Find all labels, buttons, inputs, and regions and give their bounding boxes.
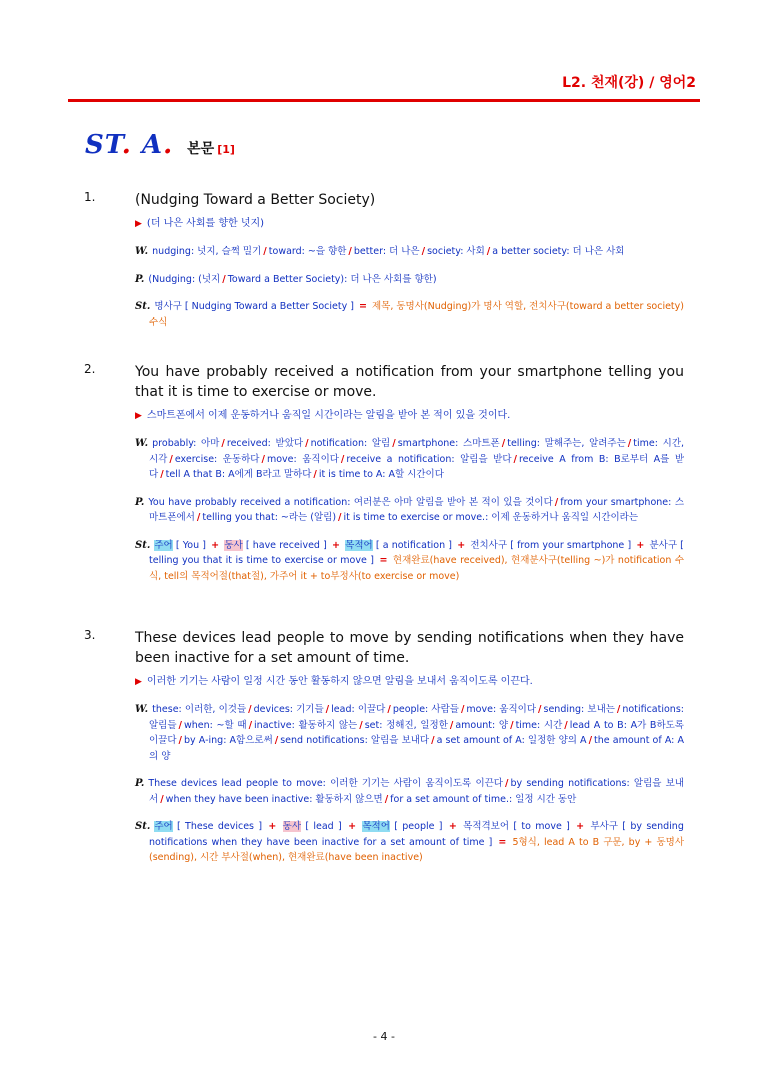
structure-notes: St. 주어 [ You ] + 동사 [ have received ] + 목적어 [ a notification ] + 전치사구 [ from your smartphone ] + 분사구 [ telling you that it is time to exercise or move ] = 현재완료(have received), 현재분사구(telling ~)가 notification 수식, tell의 목적어절(that절), 가주어 it + to부정사(to exercise or move)	[135, 539, 684, 582]
publisher: 천재(강)	[590, 75, 645, 91]
lesson-code: L2.	[562, 75, 587, 91]
triangle-icon: ▶	[135, 411, 142, 421]
phrase-mark: P.	[135, 778, 145, 789]
phrase-mark: P.	[135, 273, 145, 285]
korean-translation: ▶ (더 나은 사회를 향한 넛지)	[135, 218, 265, 229]
item-number: 1.	[84, 190, 96, 204]
triangle-icon: ▶	[135, 219, 142, 229]
passage-item-3	[84, 628, 684, 866]
korean-translation: ▶ 이러한 기기는 사람이 일정 시간 동안 활동하지 않으면 알림을 보내서 움직이도록 이끈다.	[135, 676, 533, 687]
item-number: 3.	[84, 628, 96, 642]
passage-item-2	[84, 362, 684, 584]
phrase-notes: P. You have probably received a notification: 여러분은 아마 알림을 받아 본 적이 있을 것이다 / from your smartphone: 스마트폰에서 / telling you that: ~라는 (알림) / it is time to exercise or move.: 이제 운동하거나 움직일 시간이라는	[135, 496, 684, 523]
word-mark: W.	[135, 704, 149, 715]
subject-tag: 주어	[154, 821, 173, 832]
structure-mark: St.	[135, 539, 151, 551]
phrase-mark: P.	[135, 496, 145, 508]
page-number: - 4 -	[373, 1030, 395, 1043]
korean-translation: ▶ 스마트폰에서 이제 운동하거나 움직일 시간이라는 알림을 받아 본 적이 있을 것이다.	[135, 410, 511, 421]
subject-tag: 주어	[154, 539, 173, 551]
english-sentence: You have probably received a notification from your smartphone telling you that it is time to exercise or move.	[135, 364, 684, 400]
verb-tag: 동사	[224, 539, 243, 551]
object-tag: 목적어	[345, 539, 373, 551]
word-mark: W.	[135, 246, 149, 257]
complement-tag: 목적격보어	[463, 821, 510, 832]
subject: 영어2	[659, 75, 696, 91]
header-rule	[68, 99, 700, 102]
english-sentence: (Nudging Toward a Better Society)	[135, 192, 376, 208]
section-title: 본문	[187, 141, 215, 157]
phrase-notes: P. These devices lead people to move: 이러한 기기는 사람이 움직이도록 이끈다 / by sending notifications: 알림을 보내서 / when they have been inactive: 활동하지 않으면 / for a set amount of time.: 일정 시간 동안	[135, 778, 684, 805]
section-label: ST. A.	[85, 130, 174, 160]
structure-notes: St. 명사구 [ Nudging Toward a Better Society ] = 제목, 동명사(Nudging)가 명사 역할, 전치사구(toward a better society) 수식	[135, 301, 684, 328]
object-tag: 목적어	[362, 821, 390, 832]
section-number: [1]	[217, 143, 235, 156]
item-number: 2.	[84, 362, 96, 376]
word-mark: W.	[135, 438, 149, 449]
verb-tag: 동사	[282, 821, 302, 832]
section-heading	[85, 130, 235, 160]
word-notes: W. nudging: 넛지, 슬쩍 밀기 / toward: ~을 향한 / better: 더 나은 / society: 사회 / a better society: 더 나은 사회	[135, 246, 625, 257]
page-header: L2. 천재(강) / 영어2	[562, 75, 696, 91]
phrase-notes: P. (Nudging: (넛지 / Toward a Better Society): 더 나은 사회를 향한)	[135, 273, 437, 285]
structure-mark: St.	[135, 301, 151, 312]
triangle-icon: ▶	[135, 677, 142, 687]
word-notes: W. probably: 아마 / received: 받았다 / notification: 알림 / smartphone: 스마트폰 / telling: 말해주는, 알려주는 / time: 시간, 시각 / exercise: 운동하다 / move: 움직이다 / receive a notification: 알림을 받다 / receive A from B: B로부터 A를 받다 / tell A that B: A에게 B라고 말하다 / it is time to A: A할 시간이다	[135, 438, 685, 480]
structure-notes: St. 주어 [ These devices ] + 동사 [ lead ] + 목적어 [ people ] + 목적격보어 [ to move ] + 부사구 [ by sending notifications when they have been inactive for a set amount of time ] = 5형식, lead A to B 구문, by + 동명사(sending), 시간 부사절(when), 현재완료(have been inactive)	[135, 821, 684, 863]
word-notes: W. these: 이러한, 이것들 / devices: 기기들 / lead: 이끌다 / people: 사람들 / move: 움직이다 / sending: 보내는 / notifications: 알림들 / when: ~할 때 / inactive: 활동하지 않는 / set: 정해진, 일정한 / amount: 양 / time: 시간 / lead A to B: A가 B하도록 이끌다 / by A-ing: A함으로써 / send notifications: 알림을 보내다 / a set amount of A: 일정한 양의 A / the amount of A: A의 양	[135, 704, 684, 762]
structure-mark: St.	[135, 821, 151, 832]
passage-item-1	[84, 190, 684, 330]
english-sentence: These devices lead people to move by sending notifications when they have been inactive for a set amount of time.	[135, 630, 684, 666]
